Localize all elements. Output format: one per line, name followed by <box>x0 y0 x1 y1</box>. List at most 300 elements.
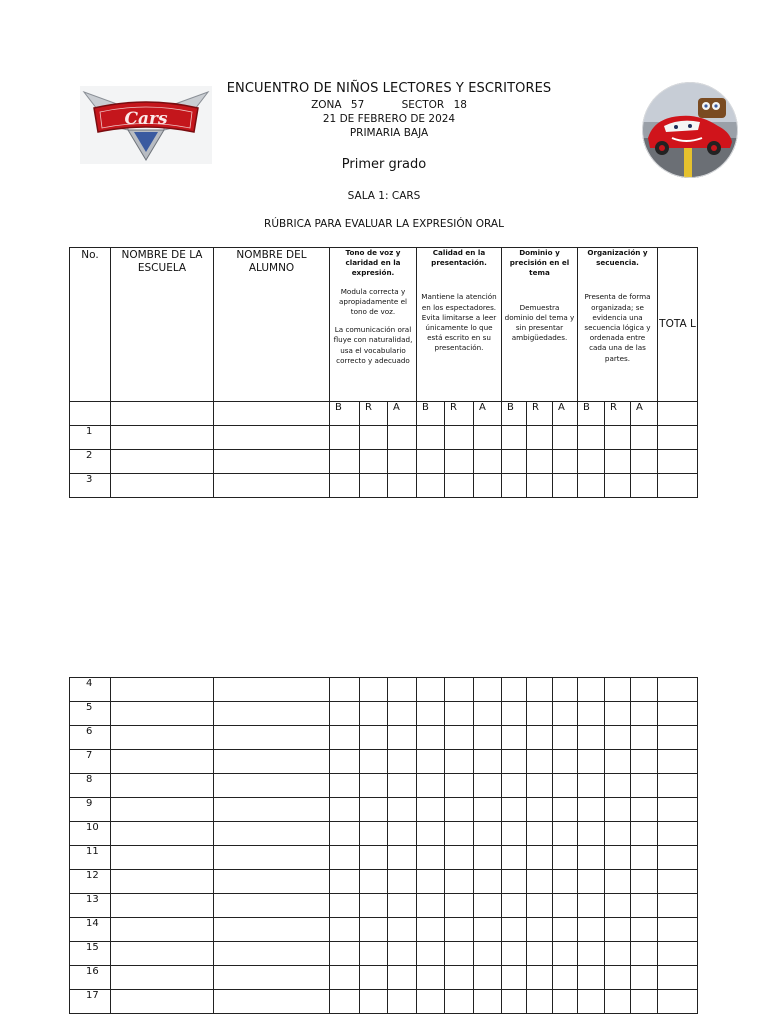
score-cell[interactable] <box>360 450 388 474</box>
score-cell[interactable] <box>605 678 631 702</box>
score-cell[interactable] <box>474 990 502 1014</box>
student-name-cell[interactable] <box>214 426 330 450</box>
scale-label: A <box>631 402 658 426</box>
score-cell[interactable] <box>388 870 417 894</box>
student-name-cell[interactable] <box>214 894 330 918</box>
scale-label: A <box>388 402 417 426</box>
total-cell[interactable] <box>658 942 698 966</box>
score-cell[interactable] <box>360 750 388 774</box>
score-cell[interactable] <box>474 942 502 966</box>
score-cell[interactable] <box>527 798 553 822</box>
score-cell[interactable] <box>631 774 658 798</box>
score-cell[interactable] <box>527 822 553 846</box>
school-name-cell[interactable] <box>111 474 214 498</box>
score-cell[interactable] <box>445 702 474 726</box>
score-cell[interactable] <box>360 702 388 726</box>
score-cell[interactable] <box>578 702 605 726</box>
score-cell[interactable] <box>445 822 474 846</box>
score-cell[interactable] <box>578 774 605 798</box>
score-cell[interactable] <box>330 894 360 918</box>
score-cell[interactable] <box>578 750 605 774</box>
score-cell[interactable] <box>502 726 527 750</box>
scale-row <box>70 402 698 426</box>
score-cell[interactable] <box>417 426 445 450</box>
row-number: 5 <box>70 702 111 726</box>
score-cell[interactable] <box>502 450 527 474</box>
table-row <box>70 426 698 450</box>
score-cell[interactable] <box>502 942 527 966</box>
total-cell[interactable] <box>658 990 698 1014</box>
student-name-cell[interactable] <box>214 966 330 990</box>
score-cell[interactable] <box>527 966 553 990</box>
score-cell[interactable] <box>631 426 658 450</box>
score-cell[interactable] <box>578 726 605 750</box>
school-name-cell[interactable] <box>111 750 214 774</box>
score-cell[interactable] <box>527 846 553 870</box>
score-cell[interactable] <box>360 822 388 846</box>
score-cell[interactable] <box>445 750 474 774</box>
score-cell[interactable] <box>388 426 417 450</box>
table-row <box>70 678 698 702</box>
score-cell[interactable] <box>502 894 527 918</box>
score-cell[interactable] <box>631 750 658 774</box>
score-cell[interactable] <box>474 822 502 846</box>
criterion-calidad <box>417 248 502 402</box>
score-cell[interactable] <box>474 450 502 474</box>
score-cell[interactable] <box>445 798 474 822</box>
total-cell[interactable] <box>658 726 698 750</box>
student-name-cell[interactable] <box>214 774 330 798</box>
score-cell[interactable] <box>631 702 658 726</box>
score-cell[interactable] <box>605 726 631 750</box>
score-cell[interactable] <box>578 678 605 702</box>
total-cell[interactable] <box>658 918 698 942</box>
score-cell[interactable] <box>527 894 553 918</box>
score-cell[interactable] <box>527 450 553 474</box>
score-cell[interactable] <box>330 990 360 1014</box>
score-cell[interactable] <box>553 678 578 702</box>
score-cell[interactable] <box>527 918 553 942</box>
score-cell[interactable] <box>417 894 445 918</box>
score-cell[interactable] <box>388 822 417 846</box>
score-cell[interactable] <box>417 846 445 870</box>
event-date: 21 DE FEBRERO DE 2024 <box>322 113 456 125</box>
row-number: 12 <box>70 870 111 894</box>
score-cell[interactable] <box>578 822 605 846</box>
student-name-cell[interactable] <box>214 726 330 750</box>
score-cell[interactable] <box>388 894 417 918</box>
student-name-cell[interactable] <box>214 798 330 822</box>
score-cell[interactable] <box>578 966 605 990</box>
scale-label: B <box>417 402 445 426</box>
score-cell[interactable] <box>330 846 360 870</box>
total-cell[interactable] <box>658 966 698 990</box>
score-cell[interactable] <box>527 870 553 894</box>
table-row <box>70 846 698 870</box>
criterion-title: Calidad en la presentación. <box>431 248 487 268</box>
score-cell[interactable] <box>474 966 502 990</box>
score-cell[interactable] <box>474 678 502 702</box>
score-cell[interactable] <box>388 918 417 942</box>
score-cell[interactable] <box>527 774 553 798</box>
criterion-desc: Modula correcta y apropiadamente el tono de voz. <box>338 286 407 317</box>
criterion-desc: Presenta de forma organizada; se evidencia una secuencia lógica y ordenada entre cada una de las partes. <box>584 292 651 363</box>
score-cell[interactable] <box>445 990 474 1014</box>
total-cell[interactable] <box>658 474 698 498</box>
score-cell[interactable] <box>553 474 578 498</box>
document-header <box>0 80 768 140</box>
score-cell[interactable] <box>502 846 527 870</box>
score-cell[interactable] <box>605 894 631 918</box>
score-cell[interactable] <box>553 702 578 726</box>
total-cell[interactable] <box>658 822 698 846</box>
score-cell[interactable] <box>605 846 631 870</box>
score-cell[interactable] <box>605 966 631 990</box>
row-number: 2 <box>70 450 111 474</box>
score-cell[interactable] <box>631 894 658 918</box>
score-cell[interactable] <box>474 750 502 774</box>
scale-label: B <box>330 402 360 426</box>
score-cell[interactable] <box>527 726 553 750</box>
score-cell[interactable] <box>578 990 605 1014</box>
score-cell[interactable] <box>502 426 527 450</box>
school-name-cell[interactable] <box>111 942 214 966</box>
score-cell[interactable] <box>605 702 631 726</box>
score-cell[interactable] <box>474 798 502 822</box>
score-cell[interactable] <box>527 990 553 1014</box>
score-cell[interactable] <box>553 870 578 894</box>
total-cell[interactable] <box>658 894 698 918</box>
score-cell[interactable] <box>605 870 631 894</box>
row-number: 14 <box>70 918 111 942</box>
score-cell[interactable] <box>330 426 360 450</box>
score-cell[interactable] <box>474 918 502 942</box>
table-row <box>70 966 698 990</box>
total-cell[interactable] <box>658 798 698 822</box>
score-cell[interactable] <box>445 450 474 474</box>
row-number: 3 <box>70 474 111 498</box>
table-row <box>70 450 698 474</box>
score-cell[interactable] <box>388 450 417 474</box>
score-cell[interactable] <box>631 822 658 846</box>
total-cell[interactable] <box>658 678 698 702</box>
score-cell[interactable] <box>330 474 360 498</box>
score-cell[interactable] <box>553 798 578 822</box>
row-number: 15 <box>70 942 111 966</box>
score-cell[interactable] <box>605 426 631 450</box>
score-cell[interactable] <box>417 702 445 726</box>
score-cell[interactable] <box>553 750 578 774</box>
score-cell[interactable] <box>605 798 631 822</box>
score-cell[interactable] <box>360 474 388 498</box>
score-cell[interactable] <box>360 942 388 966</box>
score-cell[interactable] <box>605 750 631 774</box>
score-cell[interactable] <box>388 846 417 870</box>
score-cell[interactable] <box>445 870 474 894</box>
score-cell[interactable] <box>388 750 417 774</box>
score-cell[interactable] <box>502 798 527 822</box>
score-cell[interactable] <box>445 426 474 450</box>
total-cell[interactable] <box>658 774 698 798</box>
score-cell[interactable] <box>417 870 445 894</box>
score-cell[interactable] <box>445 918 474 942</box>
score-cell[interactable] <box>388 966 417 990</box>
score-cell[interactable] <box>527 426 553 450</box>
score-cell[interactable] <box>445 894 474 918</box>
score-cell[interactable] <box>502 822 527 846</box>
score-cell[interactable] <box>388 942 417 966</box>
score-cell[interactable] <box>360 894 388 918</box>
score-cell[interactable] <box>502 774 527 798</box>
scale-label: R <box>605 402 631 426</box>
score-cell[interactable] <box>605 774 631 798</box>
row-number: 4 <box>70 678 111 702</box>
score-cell[interactable] <box>631 846 658 870</box>
row-number: 7 <box>70 750 111 774</box>
score-cell[interactable] <box>360 678 388 702</box>
score-cell[interactable] <box>360 870 388 894</box>
table-row <box>70 942 698 966</box>
score-cell[interactable] <box>474 894 502 918</box>
score-cell[interactable] <box>388 678 417 702</box>
score-cell[interactable] <box>388 990 417 1014</box>
student-name-cell[interactable] <box>214 678 330 702</box>
school-name-cell[interactable] <box>111 450 214 474</box>
school-name-cell[interactable] <box>111 822 214 846</box>
score-cell[interactable] <box>474 702 502 726</box>
score-cell[interactable] <box>527 750 553 774</box>
student-name-cell[interactable] <box>214 702 330 726</box>
score-cell[interactable] <box>553 894 578 918</box>
score-cell[interactable] <box>417 750 445 774</box>
score-cell[interactable] <box>553 990 578 1014</box>
score-cell[interactable] <box>445 774 474 798</box>
score-cell[interactable] <box>553 846 578 870</box>
score-cell[interactable] <box>527 678 553 702</box>
score-cell[interactable] <box>578 426 605 450</box>
score-cell[interactable] <box>631 870 658 894</box>
score-cell[interactable] <box>553 822 578 846</box>
score-cell[interactable] <box>578 942 605 966</box>
total-cell[interactable] <box>658 702 698 726</box>
row-number: 11 <box>70 846 111 870</box>
total-cell[interactable] <box>658 426 698 450</box>
score-cell[interactable] <box>417 774 445 798</box>
scale-label: R <box>527 402 553 426</box>
score-cell[interactable] <box>417 942 445 966</box>
score-cell[interactable] <box>502 750 527 774</box>
total-cell[interactable] <box>658 846 698 870</box>
score-cell[interactable] <box>502 678 527 702</box>
score-cell[interactable] <box>605 450 631 474</box>
score-cell[interactable] <box>330 942 360 966</box>
score-cell[interactable] <box>527 474 553 498</box>
score-cell[interactable] <box>330 870 360 894</box>
student-name-cell[interactable] <box>214 750 330 774</box>
score-cell[interactable] <box>502 966 527 990</box>
criterion-desc: Demuestra dominio del tema y sin presentar ambigüedades. <box>504 302 575 343</box>
score-cell[interactable] <box>360 990 388 1014</box>
student-name-cell[interactable] <box>214 990 330 1014</box>
score-cell[interactable] <box>631 990 658 1014</box>
score-cell[interactable] <box>388 798 417 822</box>
table-row <box>70 774 698 798</box>
score-cell[interactable] <box>605 918 631 942</box>
score-cell[interactable] <box>502 474 527 498</box>
score-cell[interactable] <box>474 846 502 870</box>
score-cell[interactable] <box>474 870 502 894</box>
score-cell[interactable] <box>553 450 578 474</box>
student-name-cell[interactable] <box>214 918 330 942</box>
total-cell[interactable] <box>658 870 698 894</box>
score-cell[interactable] <box>474 726 502 750</box>
score-cell[interactable] <box>360 918 388 942</box>
table-row <box>70 702 698 726</box>
score-cell[interactable] <box>330 966 360 990</box>
score-cell[interactable] <box>417 990 445 1014</box>
row-number: 6 <box>70 726 111 750</box>
score-cell[interactable] <box>605 474 631 498</box>
score-cell[interactable] <box>388 774 417 798</box>
score-cell[interactable] <box>417 474 445 498</box>
score-cell[interactable] <box>360 798 388 822</box>
score-cell[interactable] <box>330 822 360 846</box>
score-cell[interactable] <box>553 966 578 990</box>
score-cell[interactable] <box>527 702 553 726</box>
score-cell[interactable] <box>631 726 658 750</box>
score-cell[interactable] <box>502 870 527 894</box>
score-cell[interactable] <box>631 966 658 990</box>
total-cell[interactable] <box>658 750 698 774</box>
score-cell[interactable] <box>330 450 360 474</box>
student-name-cell[interactable] <box>214 942 330 966</box>
school-name-cell[interactable] <box>111 426 214 450</box>
score-cell[interactable] <box>330 678 360 702</box>
score-cell[interactable] <box>330 750 360 774</box>
school-name-cell[interactable] <box>111 918 214 942</box>
score-cell[interactable] <box>445 678 474 702</box>
score-cell[interactable] <box>360 726 388 750</box>
score-cell[interactable] <box>330 726 360 750</box>
score-cell[interactable] <box>578 918 605 942</box>
score-cell[interactable] <box>578 450 605 474</box>
score-cell[interactable] <box>474 474 502 498</box>
criterion-title: Tono de voz y claridad en la expresión. <box>345 248 401 278</box>
student-name-cell[interactable] <box>214 870 330 894</box>
row-number: 1 <box>70 426 111 450</box>
score-cell[interactable] <box>631 450 658 474</box>
score-cell[interactable] <box>445 474 474 498</box>
score-cell[interactable] <box>474 426 502 450</box>
score-cell[interactable] <box>330 774 360 798</box>
row-number: 10 <box>70 822 111 846</box>
score-cell[interactable] <box>388 702 417 726</box>
score-cell[interactable] <box>578 846 605 870</box>
score-cell[interactable] <box>553 942 578 966</box>
score-cell[interactable] <box>553 918 578 942</box>
score-cell[interactable] <box>605 990 631 1014</box>
cars-logo-text: Cars <box>124 109 168 129</box>
student-name-cell[interactable] <box>214 450 330 474</box>
score-cell[interactable] <box>527 942 553 966</box>
score-cell[interactable] <box>417 798 445 822</box>
student-name-cell[interactable] <box>214 822 330 846</box>
score-cell[interactable] <box>417 822 445 846</box>
score-cell[interactable] <box>578 798 605 822</box>
school-name-cell[interactable] <box>111 870 214 894</box>
criterion-organizacion <box>578 248 658 402</box>
score-cell[interactable] <box>417 726 445 750</box>
student-name-cell[interactable] <box>214 474 330 498</box>
score-cell[interactable] <box>330 702 360 726</box>
score-cell[interactable] <box>631 678 658 702</box>
score-cell[interactable] <box>360 846 388 870</box>
score-cell[interactable] <box>631 798 658 822</box>
score-cell[interactable] <box>474 774 502 798</box>
scale-label: A <box>553 402 578 426</box>
school-name-cell[interactable] <box>111 726 214 750</box>
school-name-cell[interactable] <box>111 846 214 870</box>
score-cell[interactable] <box>553 774 578 798</box>
score-cell[interactable] <box>417 918 445 942</box>
score-cell[interactable] <box>388 726 417 750</box>
row-number: 13 <box>70 894 111 918</box>
school-name-cell[interactable] <box>111 678 214 702</box>
criterion-desc2: La comunicación oral fluye con naturalidad, usa el vocabulario correcto y adecuado <box>333 325 413 365</box>
score-cell[interactable] <box>360 774 388 798</box>
school-name-cell[interactable] <box>111 966 214 990</box>
score-cell[interactable] <box>445 846 474 870</box>
score-cell[interactable] <box>445 726 474 750</box>
score-cell[interactable] <box>360 426 388 450</box>
table-row <box>70 870 698 894</box>
score-cell[interactable] <box>388 474 417 498</box>
student-name-cell[interactable] <box>214 846 330 870</box>
header-row <box>70 248 698 402</box>
total-cell[interactable] <box>658 450 698 474</box>
score-cell[interactable] <box>578 894 605 918</box>
score-cell[interactable] <box>502 702 527 726</box>
score-cell[interactable] <box>417 966 445 990</box>
score-cell[interactable] <box>631 474 658 498</box>
sector-label: SECTOR 18 <box>401 99 467 111</box>
school-name-cell[interactable] <box>111 990 214 1014</box>
score-cell[interactable] <box>417 450 445 474</box>
school-name-cell[interactable] <box>111 798 214 822</box>
score-cell[interactable] <box>445 942 474 966</box>
score-cell[interactable] <box>445 966 474 990</box>
score-cell[interactable] <box>553 726 578 750</box>
score-cell[interactable] <box>330 918 360 942</box>
score-cell[interactable] <box>330 798 360 822</box>
scale-label: R <box>445 402 474 426</box>
score-cell[interactable] <box>578 870 605 894</box>
score-cell[interactable] <box>631 918 658 942</box>
score-cell[interactable] <box>553 426 578 450</box>
score-cell[interactable] <box>605 942 631 966</box>
score-cell[interactable] <box>502 918 527 942</box>
score-cell[interactable] <box>417 678 445 702</box>
score-cell[interactable] <box>502 990 527 1014</box>
score-cell[interactable] <box>605 822 631 846</box>
school-name-cell[interactable] <box>111 894 214 918</box>
school-name-cell[interactable] <box>111 774 214 798</box>
school-name-cell[interactable] <box>111 702 214 726</box>
score-cell[interactable] <box>360 966 388 990</box>
score-cell[interactable] <box>631 942 658 966</box>
score-cell[interactable] <box>578 474 605 498</box>
zona-label: ZONA 57 <box>311 99 365 111</box>
